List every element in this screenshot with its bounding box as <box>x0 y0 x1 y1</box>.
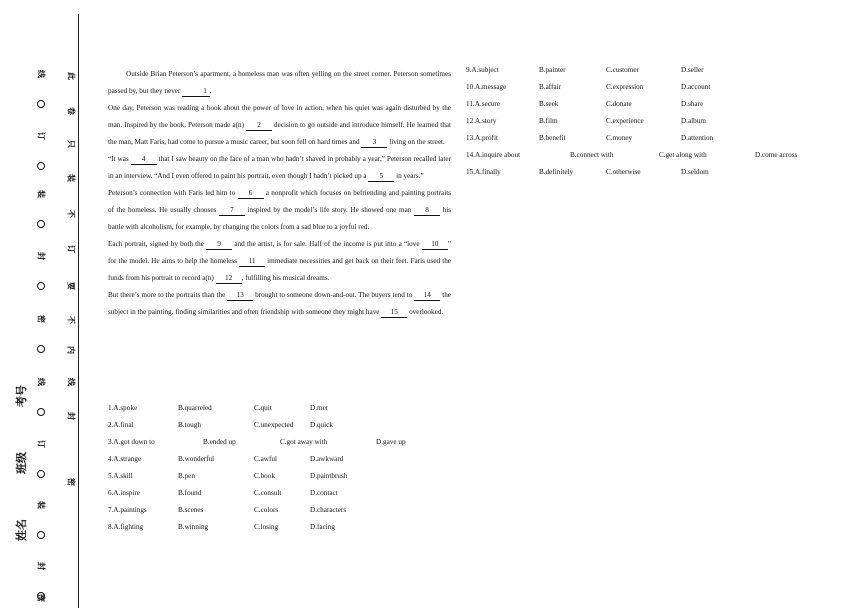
option-choice: D.met <box>310 404 328 412</box>
seal-char: 装 <box>36 501 46 509</box>
option-row <box>466 134 846 151</box>
inner-seal-char: 内 <box>66 346 76 354</box>
option-choice: C.losing <box>254 523 279 531</box>
option-choice: D.seldom <box>681 168 709 176</box>
option-choice: C.money <box>606 134 633 142</box>
inner-seal-char: 装 <box>66 174 76 182</box>
blank-number: 7 <box>219 205 245 216</box>
inner-seal-char: 线 <box>66 378 76 386</box>
option-choice: 3.A.got down to <box>108 438 155 446</box>
option-choice: B.seek <box>539 100 559 108</box>
seal-char: 密 <box>36 594 46 602</box>
binding-circle <box>37 531 45 539</box>
option-choice: 5.A.skill <box>108 472 133 480</box>
option-choice: C.get along with <box>659 151 707 159</box>
blank-number: 5 <box>368 171 394 182</box>
option-choice: C.awful <box>254 455 277 463</box>
seal-char: 封 <box>36 562 46 570</box>
option-choice: C.otherwise <box>606 168 641 176</box>
inner-seal-char: 订 <box>66 245 76 253</box>
inner-seal-char: 此 <box>66 72 76 80</box>
seal-char: 装 <box>36 190 46 198</box>
option-choice: D.contact <box>310 489 338 497</box>
student-field-label: 姓名 <box>16 519 28 541</box>
option-choice: 9.A.subject <box>466 66 499 74</box>
passage-paragraph: Each portrait, signed by both the 9 and the artist, is for sale. Half of the income is put into a “love 10 ” for the model. He aims to help the homeless 11 immediate necessities and get back on their feet. Faris used the funds from his portrait to record a(n) 12 , fulfilling his musical dreams. <box>108 240 451 282</box>
student-field-label: 考号 <box>16 385 28 407</box>
option-choice: B.benefit <box>539 134 566 142</box>
option-choice: 13.A.profit <box>466 134 498 142</box>
option-choice: C.customer <box>606 66 639 74</box>
option-row <box>108 404 451 421</box>
seal-char: 封 <box>36 252 46 260</box>
blank-number: 1 <box>182 86 210 97</box>
option-choice: C.donate <box>606 100 632 108</box>
blank-number: 6 <box>238 188 264 199</box>
binding-circle <box>37 220 45 228</box>
option-choice: D.awkward <box>310 455 344 463</box>
passage-paragraph: “It was 4 that I saw beauty on the face of a man who hadn’t shaved in probably a year,” Peterson recalled later in an interview. “And I even offered to paint his portrait, even though I hadn’t picked up a 5 in years.” <box>108 155 451 180</box>
option-row <box>108 506 451 523</box>
blank-number: 12 <box>216 273 242 284</box>
student-field-label: 班级 <box>16 452 28 474</box>
seal-char: 线 <box>36 378 46 386</box>
option-choice: 6.A.inspire <box>108 489 140 497</box>
option-choice: B.found <box>178 489 202 497</box>
option-choice: D.paintbrush <box>310 472 348 480</box>
blank-number: 9 <box>206 239 232 250</box>
option-choice: 12.A.story <box>466 117 497 125</box>
inner-seal-char: 密 <box>66 478 76 486</box>
option-row <box>108 472 451 489</box>
option-choice: 11.A.secure <box>466 100 501 108</box>
option-choice: B.ended up <box>203 438 236 446</box>
inner-seal-char: 卷 <box>66 107 76 115</box>
option-row <box>466 83 846 100</box>
blank-number: 2 <box>246 120 272 131</box>
options-list-left <box>108 404 451 540</box>
option-choice: 15.A.finally <box>466 168 501 176</box>
option-choice: D.share <box>681 100 704 108</box>
binding-circle <box>37 408 45 416</box>
option-row <box>466 151 846 168</box>
options-list-right <box>466 66 846 185</box>
seal-char: 订 <box>36 132 46 140</box>
inner-seal-char: 只 <box>66 140 76 148</box>
blank-number: 3 <box>361 137 387 148</box>
option-choice: 2.A.final <box>108 421 134 429</box>
option-choice: B.tough <box>178 421 201 429</box>
option-choice: B.pen <box>178 472 195 480</box>
seal-char: 线 <box>36 70 46 78</box>
binding-circle <box>37 282 45 290</box>
option-choice: C.book <box>254 472 275 480</box>
option-choice: B.quarreled <box>178 404 212 412</box>
blank-number: 8 <box>414 205 440 216</box>
blank-number: 4 <box>131 154 157 165</box>
binding-circle <box>37 345 45 353</box>
option-choice: D.attention <box>681 134 714 142</box>
option-row <box>108 438 451 455</box>
option-choice: D.album <box>681 117 706 125</box>
option-row <box>466 168 846 185</box>
passage-paragraph: Peterson’s connection with Faris led him to 6 a nonprofit which focuses on befriending and painting portraits of the homeless. He usually chooses 7 inspired by the model’s life story. He showed one man 8 his battle with alcoholism, for example, by changing the colors from a sad blue to a joyful red. <box>108 189 451 231</box>
inner-seal-char: 要 <box>66 282 76 290</box>
seal-char: 订 <box>36 440 46 448</box>
cloze-passage <box>108 66 451 321</box>
inner-seal-char: 不 <box>66 316 76 324</box>
binding-circle <box>37 100 45 108</box>
passage-paragraph: But there’s more to the portraits than the 13 brought to someone down-and-out. The buyers tend to 14 the subject in the painting, finding similarities and often friendship with someone they might have 15 overlooked. <box>108 291 452 316</box>
option-choice: 8.A.fighting <box>108 523 144 531</box>
binding-circle <box>37 470 45 478</box>
blank-number: 15 <box>381 307 407 318</box>
option-row <box>108 489 451 506</box>
seal-char: 密 <box>36 315 46 323</box>
option-choice: C.colors <box>254 506 279 514</box>
option-choice: 14.A.inquire about <box>466 151 521 159</box>
blank-number: 14 <box>414 290 440 301</box>
option-choice: D.quick <box>310 421 333 429</box>
blank-number: 13 <box>227 290 253 301</box>
option-choice: 10.A.message <box>466 83 507 91</box>
option-row <box>108 523 451 540</box>
passage-paragraph: One day, Peterson was reading a book about the power of love in action, when his quiet was again disturbed by the man. Inspired by the book, Peterson made a(n) 2 decision to go outside and introduce himself. He learned that the man, Matt Faris, had come to pursue a music career, but soon fell on hard times and 3 living on the street. <box>108 104 451 146</box>
inner-seal-char: 封 <box>66 412 76 420</box>
option-row <box>466 66 846 83</box>
blank-number: 11 <box>239 256 265 267</box>
option-choice: D.facing <box>310 523 335 531</box>
option-choice: D.account <box>681 83 711 91</box>
option-choice: D.come across <box>755 151 798 159</box>
binding-circle <box>37 162 45 170</box>
option-choice: 1.A.spoke <box>108 404 138 412</box>
option-choice: C.quit <box>254 404 272 412</box>
option-choice: B.affair <box>539 83 562 91</box>
option-row <box>466 100 846 117</box>
option-choice: B.connect with <box>570 151 614 159</box>
option-row <box>108 455 451 472</box>
binding-margin <box>0 0 100 608</box>
option-choice: D.characters <box>310 506 347 514</box>
option-choice: D.seller <box>681 66 704 74</box>
option-choice: C.got away with <box>280 438 328 446</box>
option-choice: 7.A.paintings <box>108 506 147 514</box>
option-choice: 4.A.strange <box>108 455 142 463</box>
option-choice: C.consult <box>254 489 282 497</box>
option-choice: B.wonderful <box>178 455 215 463</box>
option-choice: B.scenes <box>178 506 204 514</box>
passage-paragraph: Outside Brian Peterson’s apartment, a homeless man was often yelling on the street corner. Peterson sometimes passed by, but they never 1 . <box>108 70 451 95</box>
option-choice: C.expression <box>606 83 644 91</box>
option-choice: D.gave up <box>376 438 406 446</box>
option-row <box>466 117 846 134</box>
option-choice: C.unexpected <box>254 421 294 429</box>
option-choice: C.experience <box>606 117 644 125</box>
option-choice: B.winning <box>178 523 209 531</box>
binding-line <box>78 14 79 608</box>
option-row <box>108 421 451 438</box>
inner-seal-char: 不 <box>66 210 76 218</box>
option-choice: B.definitely <box>539 168 574 176</box>
option-choice: B.film <box>539 117 558 125</box>
blank-number: 10 <box>422 239 448 250</box>
option-choice: B.painter <box>539 66 566 74</box>
